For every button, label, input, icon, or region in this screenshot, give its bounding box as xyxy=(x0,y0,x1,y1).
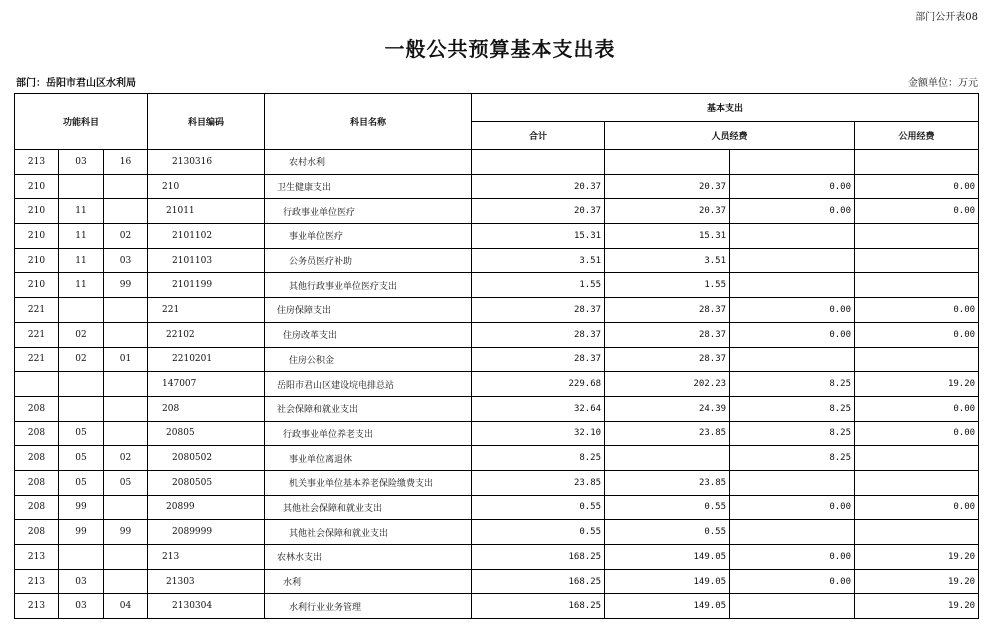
total-cell: 32.10 xyxy=(472,421,605,446)
personnel-sub-cell: 0.00 xyxy=(730,569,855,594)
func-section-cell: 11 xyxy=(59,224,104,249)
total-cell xyxy=(472,150,605,175)
personnel-cell: 23.85 xyxy=(605,470,730,495)
table-row xyxy=(15,322,979,347)
func-item-cell: 03 xyxy=(104,248,148,273)
personnel-cell: 28.37 xyxy=(605,298,730,323)
table-row xyxy=(15,421,979,446)
func-class-cell: 210 xyxy=(15,273,59,298)
personnel-cell: 1.55 xyxy=(605,273,730,298)
table-row xyxy=(15,347,979,372)
func-class-cell: 208 xyxy=(15,396,59,421)
header-basic-expense: 基本支出 xyxy=(472,94,979,122)
personnel-sub-cell xyxy=(730,594,855,619)
personnel-sub-cell: 0.00 xyxy=(730,174,855,199)
public-cell: 0.00 xyxy=(855,495,979,520)
personnel-cell: 15.31 xyxy=(605,224,730,249)
public-cell: 19.20 xyxy=(855,569,979,594)
form-number-label: 部门公开表08 xyxy=(915,12,978,23)
func-section-cell xyxy=(59,174,104,199)
func-item-cell xyxy=(104,174,148,199)
func-item-cell: 02 xyxy=(104,224,148,249)
func-item-cell xyxy=(104,372,148,397)
func-class-cell: 208 xyxy=(15,421,59,446)
func-item-cell xyxy=(104,495,148,520)
func-section-cell: 99 xyxy=(59,520,104,545)
func-class-cell: 210 xyxy=(15,248,59,273)
func-item-cell xyxy=(104,199,148,224)
func-section-cell: 99 xyxy=(59,495,104,520)
public-cell xyxy=(855,248,979,273)
table-row xyxy=(15,298,979,323)
personnel-cell xyxy=(605,446,730,471)
subject-code-cell: 213 xyxy=(148,545,265,570)
personnel-sub-cell: 0.00 xyxy=(730,545,855,570)
total-cell: 168.25 xyxy=(472,569,605,594)
func-section-cell xyxy=(59,298,104,323)
subject-name-cell: 事业单位医疗 xyxy=(265,224,472,249)
func-class-cell: 208 xyxy=(15,470,59,495)
table-row xyxy=(15,495,979,520)
public-cell xyxy=(855,520,979,545)
func-class-cell: 221 xyxy=(15,322,59,347)
subject-name-cell: 其他社会保障和就业支出 xyxy=(265,495,472,520)
func-section-cell: 11 xyxy=(59,199,104,224)
func-section-cell: 03 xyxy=(59,594,104,619)
subject-code-cell: 21011 xyxy=(148,199,265,224)
subject-code-cell: 2080502 xyxy=(148,446,265,471)
subject-code-cell: 221 xyxy=(148,298,265,323)
personnel-cell: 24.39 xyxy=(605,396,730,421)
table-row xyxy=(15,470,979,495)
subject-name-cell: 农林水支出 xyxy=(265,545,472,570)
func-class-cell xyxy=(15,372,59,397)
subject-code-cell: 2101102 xyxy=(148,224,265,249)
subject-name-cell: 岳阳市君山区建设垸电排总站 xyxy=(265,372,472,397)
personnel-cell: 23.85 xyxy=(605,421,730,446)
table-row xyxy=(15,199,979,224)
total-cell: 23.85 xyxy=(472,470,605,495)
func-section-cell: 05 xyxy=(59,470,104,495)
public-cell: 0.00 xyxy=(855,298,979,323)
page-title: 一般公共预算基本支出表 xyxy=(384,37,616,61)
subject-code-cell: 20805 xyxy=(148,421,265,446)
func-section-cell: 05 xyxy=(59,446,104,471)
func-class-cell: 210 xyxy=(15,199,59,224)
unit-label: 金额单位：万元 xyxy=(908,78,978,89)
func-class-cell: 221 xyxy=(15,347,59,372)
public-cell xyxy=(855,347,979,372)
total-cell: 28.37 xyxy=(472,298,605,323)
personnel-sub-cell xyxy=(730,470,855,495)
table-row xyxy=(15,396,979,421)
personnel-cell: 0.55 xyxy=(605,495,730,520)
personnel-cell: 20.37 xyxy=(605,199,730,224)
func-item-cell: 16 xyxy=(104,150,148,175)
header-public: 公用经费 xyxy=(855,122,979,150)
personnel-sub-cell xyxy=(730,347,855,372)
func-class-cell: 210 xyxy=(15,174,59,199)
public-cell xyxy=(855,470,979,495)
total-cell: 229.68 xyxy=(472,372,605,397)
personnel-sub-cell xyxy=(730,248,855,273)
table-row xyxy=(15,174,979,199)
subject-name-cell: 农村水利 xyxy=(265,150,472,175)
public-cell xyxy=(855,224,979,249)
subject-name-cell: 行政事业单位养老支出 xyxy=(265,421,472,446)
total-cell: 168.25 xyxy=(472,545,605,570)
total-cell: 28.37 xyxy=(472,347,605,372)
func-item-cell: 99 xyxy=(104,520,148,545)
personnel-sub-cell: 0.00 xyxy=(730,199,855,224)
personnel-sub-cell xyxy=(730,273,855,298)
subject-name-cell: 卫生健康支出 xyxy=(265,174,472,199)
personnel-cell: 149.05 xyxy=(605,569,730,594)
func-class-cell: 213 xyxy=(15,569,59,594)
public-cell: 0.00 xyxy=(855,199,979,224)
subject-code-cell: 21303 xyxy=(148,569,265,594)
personnel-cell: 3.51 xyxy=(605,248,730,273)
func-item-cell xyxy=(104,569,148,594)
personnel-sub-cell: 8.25 xyxy=(730,421,855,446)
personnel-cell: 20.37 xyxy=(605,174,730,199)
subject-name-cell: 其他社会保障和就业支出 xyxy=(265,520,472,545)
func-item-cell xyxy=(104,322,148,347)
total-cell: 0.55 xyxy=(472,520,605,545)
department-label: 部门：岳阳市君山区水利局 xyxy=(16,78,136,89)
total-cell: 0.55 xyxy=(472,495,605,520)
func-item-cell: 02 xyxy=(104,446,148,471)
personnel-cell: 28.37 xyxy=(605,347,730,372)
header-subject-code: 科目编码 xyxy=(148,94,265,150)
func-section-cell xyxy=(59,545,104,570)
table-row xyxy=(15,446,979,471)
header-subject-name: 科目名称 xyxy=(265,94,472,150)
personnel-sub-cell: 8.25 xyxy=(730,396,855,421)
table-row xyxy=(15,273,979,298)
func-section-cell: 05 xyxy=(59,421,104,446)
public-cell: 0.00 xyxy=(855,421,979,446)
func-item-cell: 04 xyxy=(104,594,148,619)
subject-code-cell: 147007 xyxy=(148,372,265,397)
total-cell: 3.51 xyxy=(472,248,605,273)
subject-code-cell: 2210201 xyxy=(148,347,265,372)
table-row xyxy=(15,520,979,545)
func-section-cell xyxy=(59,396,104,421)
total-cell: 20.37 xyxy=(472,174,605,199)
public-cell: 0.00 xyxy=(855,322,979,347)
public-cell xyxy=(855,273,979,298)
total-cell: 20.37 xyxy=(472,199,605,224)
public-cell: 19.20 xyxy=(855,545,979,570)
func-section-cell: 11 xyxy=(59,273,104,298)
total-cell: 15.31 xyxy=(472,224,605,249)
subject-code-cell: 22102 xyxy=(148,322,265,347)
subject-code-cell: 2089999 xyxy=(148,520,265,545)
personnel-sub-cell: 0.00 xyxy=(730,298,855,323)
personnel-sub-cell: 0.00 xyxy=(730,495,855,520)
subject-name-cell: 社会保障和就业支出 xyxy=(265,396,472,421)
public-cell: 19.20 xyxy=(855,372,979,397)
func-section-cell: 02 xyxy=(59,322,104,347)
public-cell: 0.00 xyxy=(855,174,979,199)
subject-code-cell: 2130304 xyxy=(148,594,265,619)
subject-name-cell: 水利 xyxy=(265,569,472,594)
total-cell: 32.64 xyxy=(472,396,605,421)
subject-code-cell: 2101199 xyxy=(148,273,265,298)
personnel-sub-cell xyxy=(730,224,855,249)
func-item-cell xyxy=(104,545,148,570)
subject-name-cell: 行政事业单位医疗 xyxy=(265,199,472,224)
table-row xyxy=(15,545,979,570)
func-class-cell: 213 xyxy=(15,150,59,175)
personnel-cell: 28.37 xyxy=(605,322,730,347)
total-cell: 1.55 xyxy=(472,273,605,298)
header-func-subject: 功能科目 xyxy=(15,94,148,150)
func-item-cell: 99 xyxy=(104,273,148,298)
personnel-sub-cell xyxy=(730,150,855,175)
table-row xyxy=(15,569,979,594)
public-cell: 0.00 xyxy=(855,396,979,421)
header-personnel: 人员经费 xyxy=(605,122,855,150)
func-class-cell: 213 xyxy=(15,545,59,570)
table-row xyxy=(15,594,979,619)
personnel-cell: 202.23 xyxy=(605,372,730,397)
subject-code-cell: 2080505 xyxy=(148,470,265,495)
table-row xyxy=(15,248,979,273)
func-class-cell: 213 xyxy=(15,594,59,619)
func-section-cell: 03 xyxy=(59,569,104,594)
subject-name-cell: 住房改革支出 xyxy=(265,322,472,347)
table-row xyxy=(15,372,979,397)
func-section-cell xyxy=(59,372,104,397)
func-section-cell: 02 xyxy=(59,347,104,372)
total-cell: 28.37 xyxy=(472,322,605,347)
personnel-sub-cell: 0.00 xyxy=(730,322,855,347)
subject-code-cell: 20899 xyxy=(148,495,265,520)
subject-name-cell: 事业单位离退休 xyxy=(265,446,472,471)
func-class-cell: 208 xyxy=(15,446,59,471)
subject-code-cell: 2130316 xyxy=(148,150,265,175)
personnel-sub-cell: 8.25 xyxy=(730,372,855,397)
total-cell: 168.25 xyxy=(472,594,605,619)
func-item-cell: 05 xyxy=(104,470,148,495)
subject-name-cell: 公务员医疗补助 xyxy=(265,248,472,273)
subject-code-cell: 2101103 xyxy=(148,248,265,273)
personnel-cell: 149.05 xyxy=(605,594,730,619)
func-item-cell xyxy=(104,421,148,446)
func-item-cell: 01 xyxy=(104,347,148,372)
func-class-cell: 208 xyxy=(15,495,59,520)
personnel-cell xyxy=(605,150,730,175)
personnel-cell: 149.05 xyxy=(605,545,730,570)
budget-table xyxy=(14,93,979,619)
personnel-sub-cell xyxy=(730,520,855,545)
total-cell: 8.25 xyxy=(472,446,605,471)
func-class-cell: 210 xyxy=(15,224,59,249)
public-cell xyxy=(855,150,979,175)
func-section-cell: 11 xyxy=(59,248,104,273)
func-class-cell: 208 xyxy=(15,520,59,545)
func-section-cell: 03 xyxy=(59,150,104,175)
subject-code-cell: 208 xyxy=(148,396,265,421)
func-class-cell: 221 xyxy=(15,298,59,323)
table-row xyxy=(15,150,979,175)
subject-name-cell: 水利行业业务管理 xyxy=(265,594,472,619)
subject-name-cell: 住房保障支出 xyxy=(265,298,472,323)
public-cell: 19.20 xyxy=(855,594,979,619)
header-total: 合计 xyxy=(472,122,605,150)
subject-name-cell: 机关事业单位基本养老保险缴费支出 xyxy=(265,470,472,495)
personnel-sub-cell: 8.25 xyxy=(730,446,855,471)
func-item-cell xyxy=(104,298,148,323)
func-item-cell xyxy=(104,396,148,421)
table-row xyxy=(15,224,979,249)
public-cell xyxy=(855,446,979,471)
subject-name-cell: 住房公积金 xyxy=(265,347,472,372)
subject-code-cell: 210 xyxy=(148,174,265,199)
subject-name-cell: 其他行政事业单位医疗支出 xyxy=(265,273,472,298)
personnel-cell: 0.55 xyxy=(605,520,730,545)
